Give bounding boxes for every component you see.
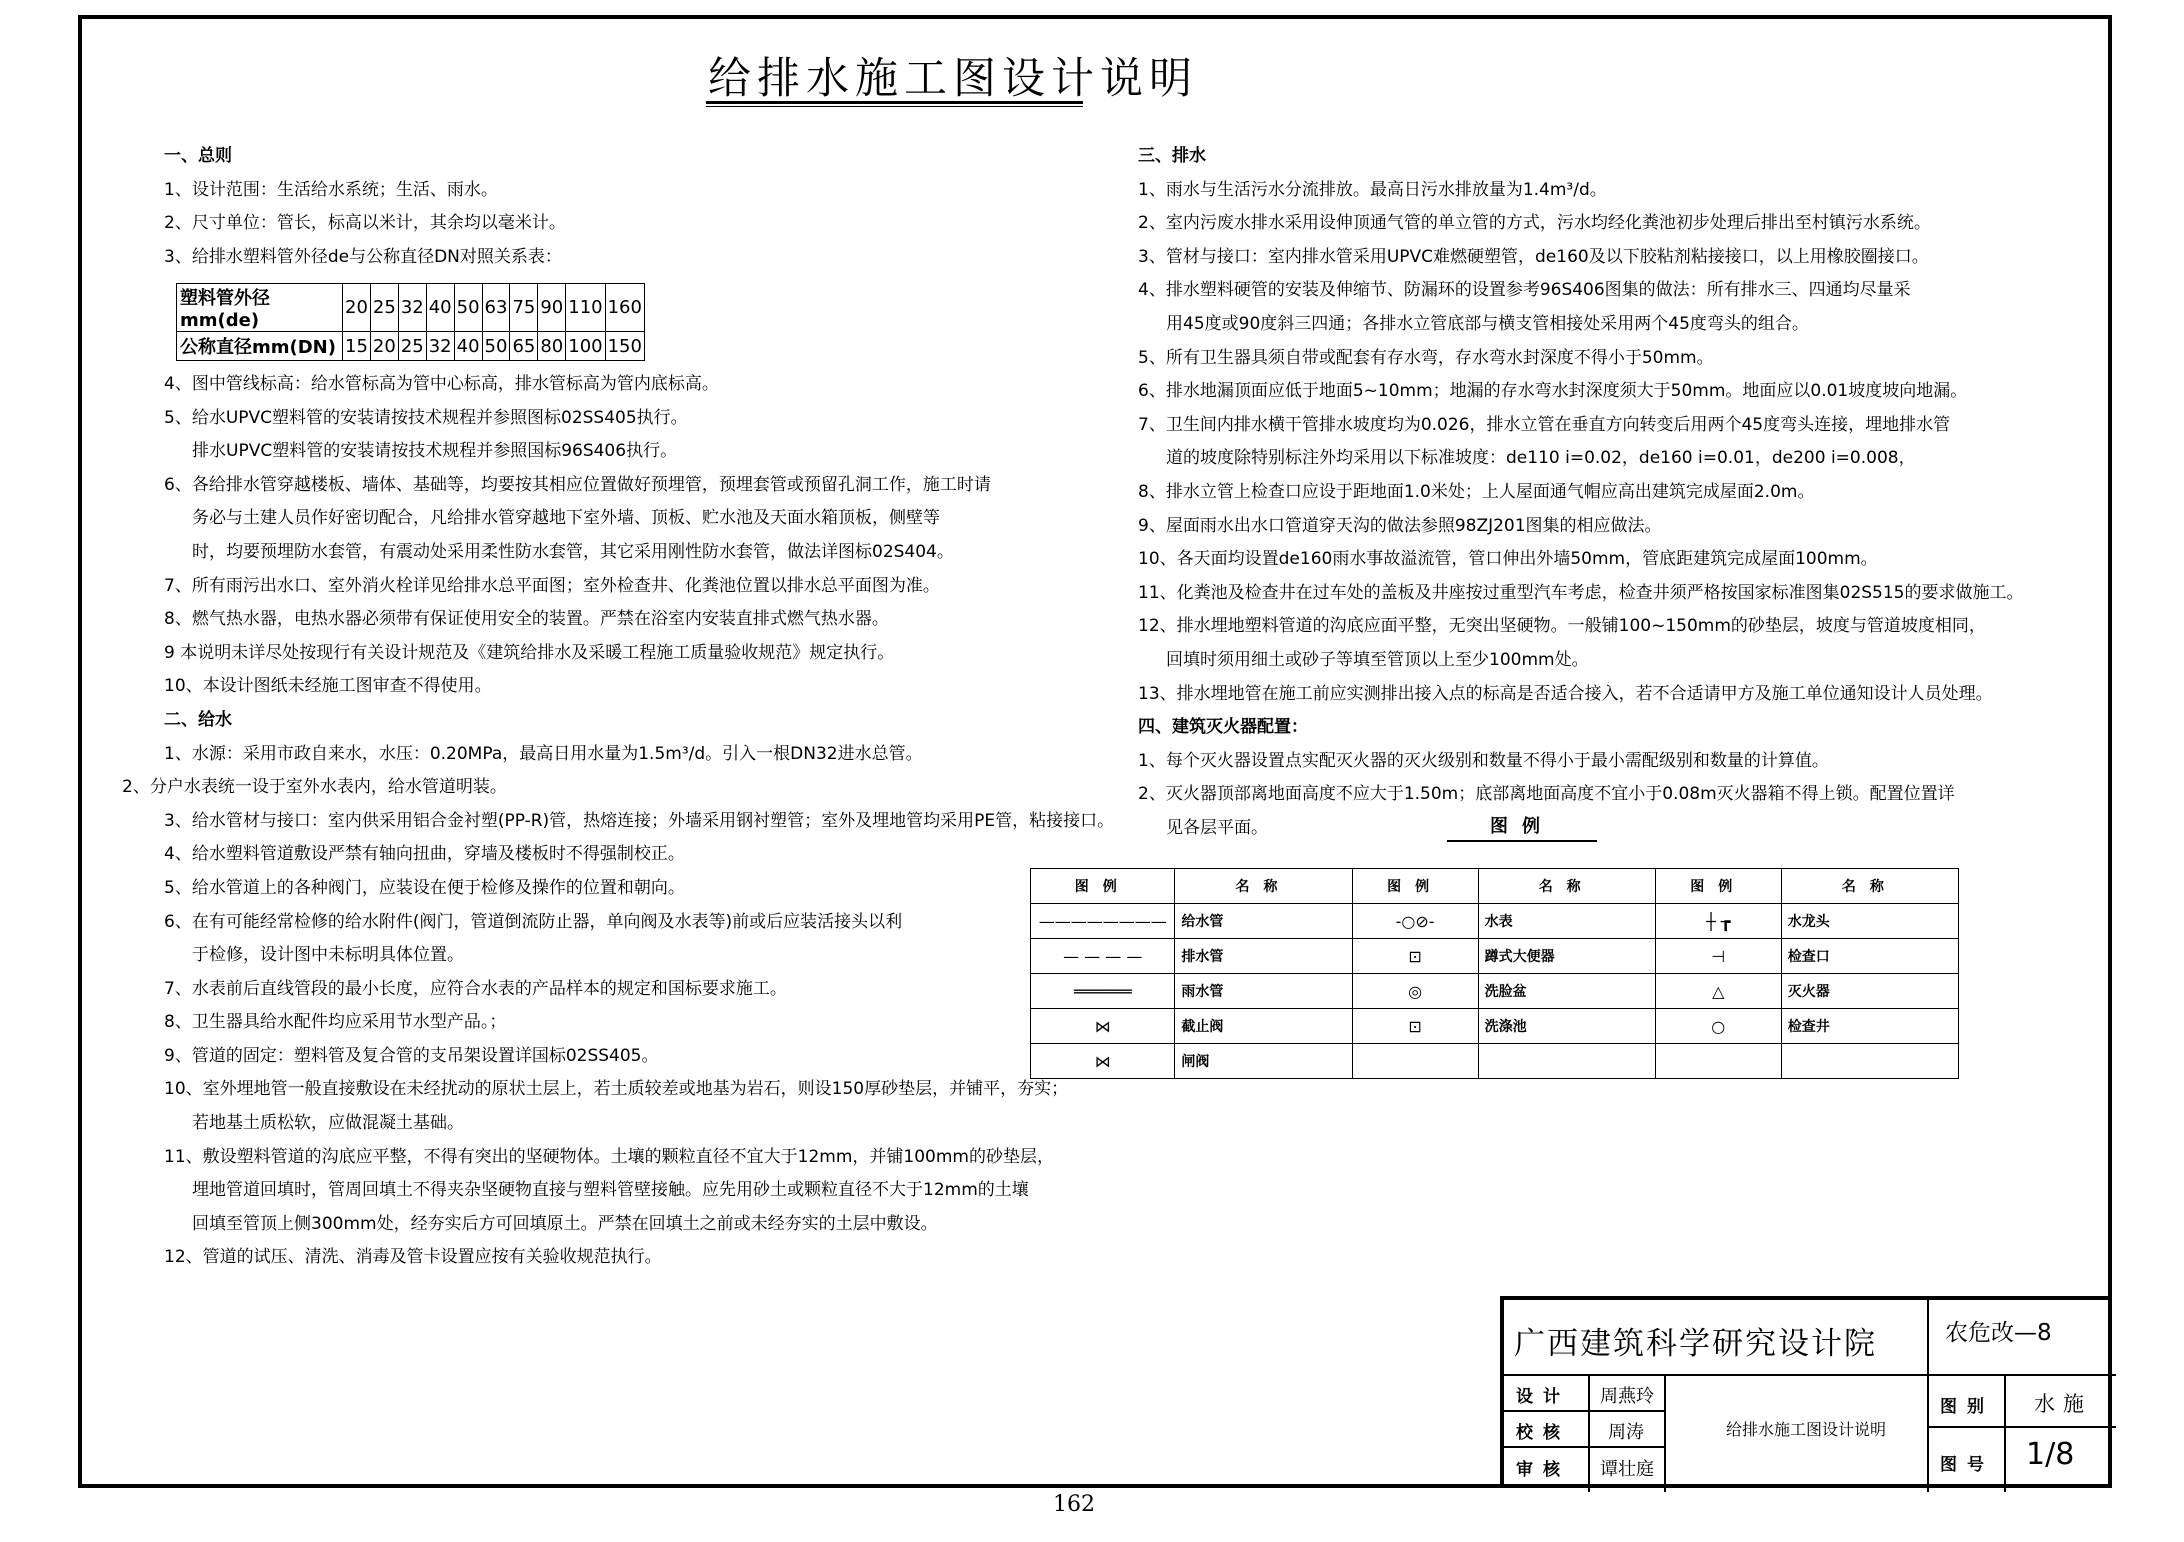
tb-divider	[1504, 1410, 1664, 1412]
pipe-table-cell: 40	[426, 284, 454, 332]
checker-name: 周涛	[1608, 1422, 1644, 1443]
note-line: 1、水源：采用市政自来水，水压：0.20MPa，最高日用水量为1.5m³/d。引入一根DN32进水总管。	[164, 743, 923, 764]
note-line: 埋地管道回填时，管周回填土不得夹杂坚硬物直接与塑料管壁接触。应先用砂土或颗粒直径不大于12mm的土壤	[192, 1180, 1029, 1201]
note-line: 2、分户水表统一设于室外水表内，给水管道明装。	[122, 777, 507, 798]
pipe-table-row1-label: 塑料管外径mm(de)	[177, 284, 343, 332]
design-label: 设计	[1516, 1387, 1570, 1407]
check-label: 校核	[1516, 1423, 1570, 1443]
note-line: 2、灭火器顶部离地面高度不应大于1.50m；底部离地面高度不宜小于0.08m灭火器箱不得上锁。配置位置详	[1138, 784, 1955, 805]
review-label: 审核	[1516, 1460, 1570, 1480]
legend-name: 洗涤池	[1478, 1009, 1655, 1044]
pipe-table-cell: 32	[398, 284, 426, 332]
notes-column-left	[122, 368, 1115, 1275]
note-line: 4、图中管线标高：给水管标高为管中心标高，排水管标高为管内底标高。	[164, 374, 719, 394]
note-line: 10、各天面均设置de160雨水事故溢流管，管口伸出外墙50mm，管底距建筑完成屋面100mm。	[1138, 549, 1878, 570]
note-line: 时，均要预埋防水套管，有震动处采用柔性防水套管，其它采用刚性防水套管，做法详图标02S404。	[192, 541, 954, 562]
pipe-table-cell: 40	[454, 332, 482, 361]
section-heading: 一、总则	[164, 146, 232, 166]
note-line: 道的坡度除特别标注外均采用以下标准坡度：de110 i=0.02，de160 i=0.01，de200 i=0.008，	[1166, 448, 1916, 469]
section-heading: 四、建筑灭火器配置：	[1138, 717, 1308, 738]
note-line: 13、排水埋地管在施工前应实测排出接入点的标高是否适合接入，若不合适请甲方及施工单位通知设计人员处理。	[1138, 683, 1993, 704]
category-value: 水施	[2034, 1392, 2092, 1416]
legend-header-name: 名称	[1478, 869, 1655, 904]
note-line: 2、室内污废水排水采用设伸顶通气管的单立管的方式，污水均经化粪池初步处理后排出至村镇污水系统。	[1138, 213, 1931, 234]
note-line: 7、卫生间内排水横干管排水坡度均为0.026，排水立管在垂直方向转变后用两个45度弯头连接，埋地排水管	[1138, 414, 1951, 435]
tb-divider	[1664, 1374, 1666, 1492]
note-line: 回填时须用细土或砂子等填至管顶以上至少100mm处。	[1166, 649, 1589, 670]
legend-underline	[1447, 840, 1597, 842]
reviewer-name: 谭壮庭	[1600, 1459, 1654, 1480]
legend-name: 截止阀	[1175, 1009, 1352, 1044]
note-line: 用45度或90度斜三四通；各排水立管底部与横支管相接处采用两个45度弯头的组合。	[1166, 313, 1809, 334]
legend-name	[1478, 1044, 1655, 1079]
note-line: 4、排水塑料硬管的安装及伸缩节、防漏环的设置参考96S406图集的做法：所有排水三、四通均尽量采	[1138, 280, 1911, 301]
legend-symbol-icon: ══════	[1031, 974, 1175, 1009]
note-line: 5、给水UPVC塑料管的安装请按技术规程并参照图标02SS405执行。	[164, 407, 688, 428]
title-underline	[706, 101, 1083, 104]
note-line: 12、排水埋地塑料管道的沟底应面平整，无突出坚硬物。一般铺100~150mm的砂垫层，坡度与管道坡度相同，	[1138, 616, 1986, 637]
pipe-table-cell: 75	[510, 284, 538, 332]
tb-divider	[1504, 1446, 1664, 1448]
note-line: 4、给水塑料管道敷设严禁有轴向扭曲，穿墙及楼板时不得强制校正。	[164, 844, 685, 865]
legend-row	[1031, 939, 1959, 974]
tb-divider	[2004, 1374, 2006, 1492]
legend-symbol-icon: ◎	[1352, 974, 1478, 1009]
note-line: 10、本设计图纸未经施工图审查不得使用。	[164, 676, 492, 697]
legend-name: 检查口	[1781, 939, 1958, 974]
pipe-table-cell: 50	[454, 284, 482, 332]
pipe-table-cell: 20	[370, 332, 398, 361]
legend-symbol-icon: ⊡	[1352, 1009, 1478, 1044]
pipe-table-cell: 20	[343, 284, 371, 332]
legend-name: 蹲式大便器	[1478, 939, 1655, 974]
note-line: 2、尺寸单位：管长，标高以米计，其余均以毫米计。	[164, 213, 566, 234]
tb-divider	[1588, 1374, 1590, 1492]
page-number: 162	[1053, 1492, 1095, 1517]
note-line: 9 本说明未详尽处按现行有关设计规范及《建筑给排水及采暖工程施工质量验收规范》规定执行。	[164, 642, 895, 663]
note-line: 排水UPVC塑料管的安装请按技术规程并参照国标96S406执行。	[192, 441, 678, 462]
drawing-title: 给排水施工图设计说明	[1726, 1420, 1887, 1439]
legend-symbol-icon: ⋈	[1031, 1044, 1175, 1079]
legend-symbol-icon	[1655, 1044, 1781, 1079]
title-underline-thin	[706, 106, 1083, 107]
legend-name: 水龙头	[1781, 904, 1958, 939]
note-line: 1、每个灭火器设置点实配灭火器的灭火级别和数量不得小于最小需配级别和数量的计算值。	[1138, 750, 1829, 771]
drawing-code: 农危改—8	[1945, 1320, 2052, 1346]
pipe-size-table	[176, 283, 645, 361]
pipe-table-cell: 25	[370, 284, 398, 332]
pipe-table-cell: 25	[398, 332, 426, 361]
institute-name: 广西建筑科学研究设计院	[1514, 1326, 1877, 1362]
legend-header-symbol: 图例	[1655, 869, 1781, 904]
legend-header-symbol: 图例	[1031, 869, 1175, 904]
note-line: 3、管材与接口：室内排水管采用UPVC难燃硬塑管，de160及以下胶粘剂粘接接口，以上用橡胶圈接口。	[1138, 246, 1929, 267]
section-heading: 二、给水	[164, 709, 232, 730]
legend-symbol-icon: ⋈	[1031, 1009, 1175, 1044]
legend-name: 雨水管	[1175, 974, 1352, 1009]
notes-column-right	[1138, 140, 2024, 845]
legend-name: 水表	[1478, 904, 1655, 939]
tb-divider	[1927, 1300, 1929, 1374]
legend-row	[1031, 974, 1959, 1009]
pipe-table-cell: 50	[482, 332, 510, 361]
note-line: 6、排水地漏顶面应低于地面5~10mm；地漏的存水弯水封深度须大于50mm。地面应以0.01坡度坡向地漏。	[1138, 381, 1968, 402]
note-line: 回填至管顶上侧300mm处，经夯实后方可回填原土。严禁在回填土之前或未经夯实的土层中敷设。	[192, 1213, 938, 1234]
note-line: 12、管道的试压、清洗、消毒及管卡设置应按有关验收规范执行。	[164, 1247, 662, 1268]
note-line: 11、敷设塑料管道的沟底应平整，不得有突出的坚硬物体。土壤的颗粒直径不宜大于12mm，并铺100mm的砂垫层，	[164, 1146, 1054, 1167]
legend-symbol-icon	[1352, 1044, 1478, 1079]
legend-symbol-icon: ┼ ┲	[1655, 904, 1781, 939]
tb-divider	[1504, 1374, 2116, 1376]
legend-name: 给水管	[1175, 904, 1352, 939]
legend-symbol-icon: -○⊘-	[1352, 904, 1478, 939]
pipe-table-cell: 90	[538, 284, 566, 332]
pipe-table-cell: 63	[482, 284, 510, 332]
number-value: 1/8	[2026, 1437, 2075, 1472]
pipe-table-cell: 80	[538, 332, 566, 361]
pipe-table-cell: 150	[605, 332, 644, 361]
legend-symbol-icon: △	[1655, 974, 1781, 1009]
legend-row	[1031, 1044, 1959, 1079]
legend-symbol-icon: — — — —	[1031, 939, 1175, 974]
pipe-table-row2-label: 公称直径mm(DN)	[177, 332, 343, 361]
note-line: 1、雨水与生活污水分流排放。最高日污水排放量为1.4m³/d。	[1138, 179, 1607, 200]
note-line: 若地基土质松软，应做混凝土基础。	[192, 1113, 464, 1134]
category-label: 图别	[1940, 1397, 1994, 1417]
note-line: 8、燃气热水器，电热水器必须带有保证使用安全的装置。严禁在浴室内安装直排式燃气热水器。	[164, 609, 889, 630]
note-line: 务必与土建人员作好密切配合，凡给排水管穿越地下室外墙、顶板、贮水池及天面水箱顶板，侧壁等	[192, 508, 940, 529]
note-line: 6、各给排水管穿越楼板、墙体、基础等，均要按其相应位置做好预埋管，预埋套管或预留孔洞工作，施工时请	[164, 474, 991, 495]
pipe-table-cell: 160	[605, 284, 644, 332]
legend-title: 图例	[1490, 816, 1554, 837]
note-line: 1、设计范围：生活给水系统；生活、雨水。	[164, 179, 498, 200]
legend-header-symbol: 图例	[1352, 869, 1478, 904]
note-line: 10、室外埋地管一般直接敷设在未经扰动的原状土层上，若土质较差或地基为岩石，则设150厚砂垫层，并铺平，夯实；	[164, 1079, 1069, 1100]
tb-divider	[1927, 1426, 2116, 1428]
note-line: 8、卫生器具给水配件均应采用节水型产品。；	[164, 1012, 507, 1033]
legend-name	[1781, 1044, 1958, 1079]
legend-header-name: 名称	[1781, 869, 1958, 904]
note-line: 于检修，设计图中未标明具体位置。	[192, 945, 464, 966]
legend-name: 闸阀	[1175, 1044, 1352, 1079]
legend-table	[1030, 868, 1959, 1079]
note-line: 9、管道的固定：塑料管及复合管的支吊架设置详国标02SS405。	[164, 1045, 659, 1066]
pipe-table-cell: 15	[343, 332, 371, 361]
note-line: 3、给水管材与接口：室内供采用铝合金衬塑(PP-R)管，热熔连接；外墙采用钢衬塑管；室外及埋地管均采用PE管，粘接接口。	[164, 810, 1115, 831]
number-label: 图号	[1940, 1455, 1994, 1475]
title-block	[1500, 1296, 2112, 1488]
note-line: 7、所有雨污出水口、室外消火栓详见给排水总平面图；室外检查井、化粪池位置以排水总平面图为准。	[164, 575, 940, 596]
legend-row	[1031, 904, 1959, 939]
pipe-table-cell: 65	[510, 332, 538, 361]
general-notes-column	[164, 140, 566, 274]
pipe-table-cell: 32	[426, 332, 454, 361]
legend-row	[1031, 1009, 1959, 1044]
note-line: 5、给水管道上的各种阀门，应装设在便于检修及操作的位置和朝向。	[164, 877, 685, 898]
note-line: 6、在有可能经常检修的给水附件(阀门，管道倒流防止器，单向阀及水表等)前或后应装活接头以利	[164, 911, 903, 932]
note-line: 7、水表前后直线管段的最小长度，应符合水表的产品样本的规定和国标要求施工。	[164, 978, 787, 999]
legend-symbol-icon: ○	[1655, 1009, 1781, 1044]
note-line: 见各层平面。	[1166, 817, 1268, 838]
note-line: 3、给排水塑料管外径de与公称直径DN对照关系表：	[164, 246, 562, 267]
legend-name: 检查井	[1781, 1009, 1958, 1044]
note-line: 9、屋面雨水出水口管道穿天沟的做法参照98ZJ201图集的相应做法。	[1138, 515, 1662, 536]
legend-name: 洗脸盆	[1478, 974, 1655, 1009]
section-heading: 三、排水	[1138, 146, 1206, 166]
pipe-table-cell: 100	[566, 332, 605, 361]
legend-name: 排水管	[1175, 939, 1352, 974]
note-line: 5、所有卫生器具须自带或配套有存水弯，存水弯水封深度不得小于50mm。	[1138, 347, 1714, 368]
legend-name: 灭火器	[1781, 974, 1958, 1009]
page-title: 给排水施工图设计说明	[708, 54, 1198, 104]
legend-header-name: 名称	[1175, 869, 1352, 904]
note-line: 8、排水立管上检查口应设于距地面1.0米处；上人屋面通气帽应高出建筑完成屋面2.0m。	[1138, 481, 1815, 502]
legend-symbol-icon: ————————	[1031, 904, 1175, 939]
legend-symbol-icon: ⊡	[1352, 939, 1478, 974]
legend-symbol-icon: ⊣	[1655, 939, 1781, 974]
note-line: 11、化粪池及检查井在过车处的盖板及井座按过重型汽车考虑，检查井须严格按国家标准图集02S515的要求做施工。	[1138, 582, 2024, 603]
tb-divider	[1927, 1374, 1929, 1492]
pipe-table-cell: 110	[566, 284, 605, 332]
designer-name: 周燕玲	[1600, 1386, 1654, 1407]
legend-header-row	[1031, 869, 1959, 904]
